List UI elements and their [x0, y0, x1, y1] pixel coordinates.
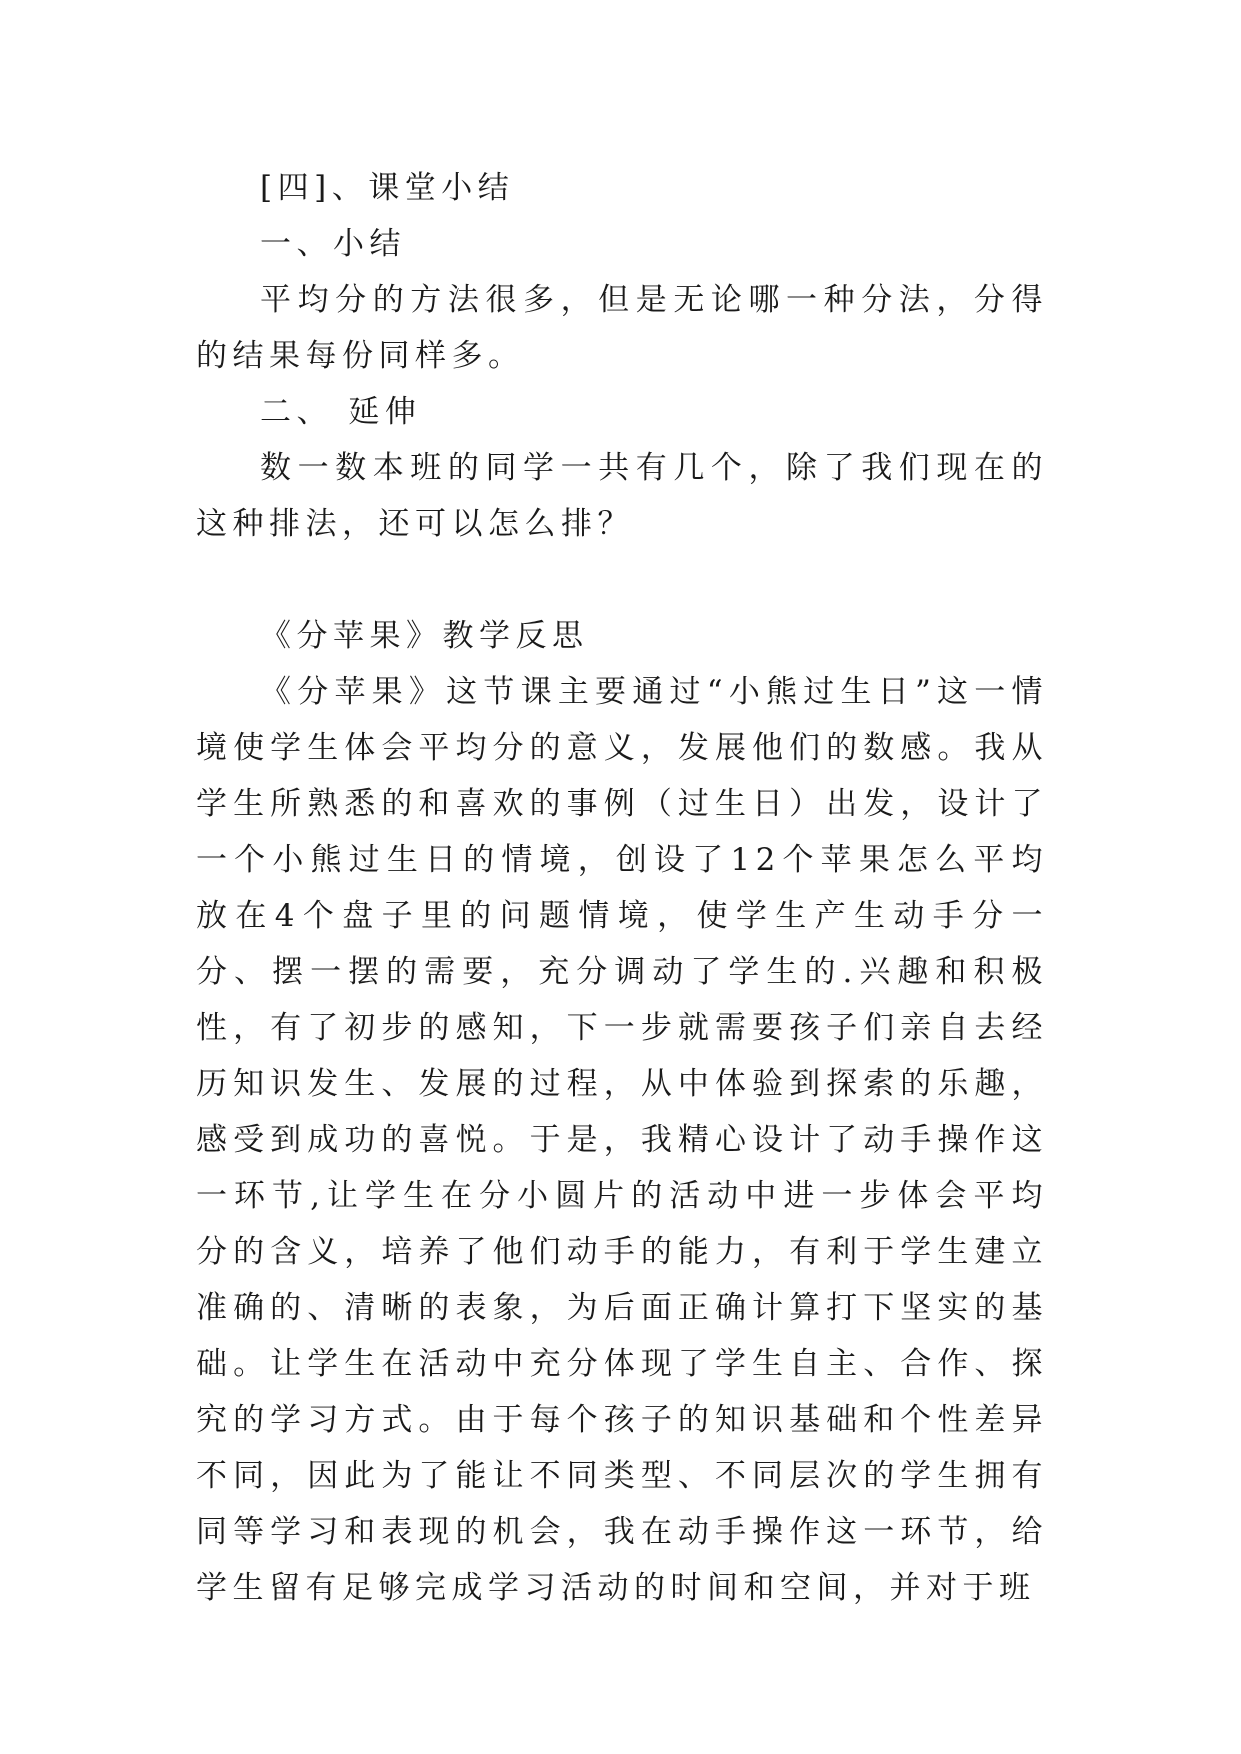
- subheading-extension: 二、 延伸: [260, 394, 422, 430]
- reflection-title: 《分苹果》教学反思: [260, 618, 589, 654]
- section-heading-summary: [四]、课堂小结: [260, 170, 515, 206]
- paragraph-spacer: [196, 552, 1048, 608]
- paragraph-summary: 平均分的方法很多，但是无论哪一种分法，分得的结果每份同样多。: [196, 282, 1048, 374]
- paragraph-extension: 数一数本班的同学一共有几个，除了我们现在的这种排法，还可以怎么排？: [196, 450, 1048, 542]
- subheading-summary: 一、小结: [260, 226, 406, 262]
- reflection-paragraph: 《分苹果》这节课主要通过“小熊过生日”这一情境使学生体会平均分的意义，发展他们的数感。我从学生所熟悉的和喜欢的事例（过生日）出发，设计了一个小熊过生日的情境，创设了12个苹果怎么平均放在4个盘子里的问题情境，使学生产生动手分一分、摆一摆的需要，充分调动了学生的.兴趣和积极性，有了初步的感知，下一步就需要孩子们亲自去经历知识发生、发展的过程，从中体验到探索的乐趣，感受到成功的喜悦。于是，我精心设计了动手操作这一环节,让学生在分小圆片的活动中进一步体会平均分的含义，培养了他们动手的能力，有利于学生建立准确的、清晰的表象，为后面正确计算打下坚实的基础。让学生在活动中充分体现了学生自主、合作、探究的学习方式。由于每个孩子的知识基础和个性差异不同，因此为了能让不同类型、不同层次的学生拥有同等学习和表现的机会，我在动手操作这一环节，给学生留有足够完成学习活动的时间和空间，并对于班: [196, 674, 1048, 1606]
- document-body: [196, 160, 1048, 1616]
